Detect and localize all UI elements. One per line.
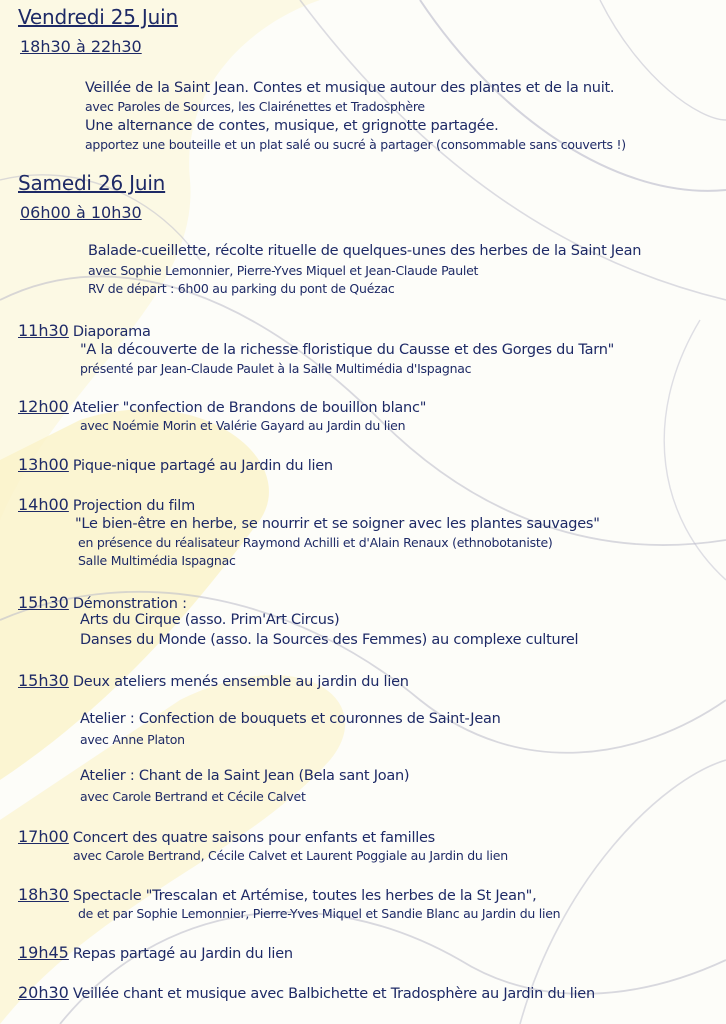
event-detail: avec Carole Bertrand et Cécile Calvet [80,789,306,804]
event-atelier-brandons [18,398,426,417]
event-detail: Atelier : Chant de la Saint Jean (Bela sant Joan) [80,768,410,784]
event-detail: avec Anne Platon [80,732,185,747]
event-title: Démonstration : [72,596,187,612]
saturday-date: Samedi 26 Juin [18,171,166,195]
event-time: 14h00 [18,495,69,514]
event-title: Repas partagé au Jardin du lien [72,946,293,962]
event-detail: Salle Multimédia Ispagnac [78,553,236,568]
event-time: 18h30 [18,885,69,904]
event-title: Atelier "confection de Brandons de bouillon blanc" [72,400,427,416]
event-title: Diaporama [72,324,151,340]
event-concert [18,828,435,847]
event-time: 11h30 [18,321,69,340]
event-spectacle [18,886,536,905]
event-time: 20h30 [18,983,69,1002]
event-diaporama [18,322,151,341]
event-detail: Atelier : Confection de bouquets et couronnes de Saint-Jean [80,711,501,727]
saturday-line-3: RV de départ : 6h00 au parking du pont de Quézac [88,281,395,296]
event-demonstration [18,594,187,613]
event-repas [18,944,293,963]
event-time: 19h45 [18,943,69,962]
event-detail: présenté par Jean-Claude Paulet à la Salle Multimédia d'Ispagnac [80,361,472,376]
event-deux-ateliers [18,672,409,691]
event-title: Deux ateliers menés ensemble au jardin du lien [72,674,409,690]
event-detail: "A la découverte de la richesse floristique du Causse et des Gorges du Tarn" [80,342,615,358]
event-detail: "Le bien-être en herbe, se nourrir et se soigner avec les plantes sauvages" [75,516,600,532]
event-time: 15h30 [18,593,69,612]
event-detail: Danses du Monde (asso. la Sources des Femmes) au complexe culturel [80,632,579,648]
friday-date: Vendredi 25 Juin [18,5,178,29]
event-projection [18,496,195,515]
event-detail: avec Noémie Morin et Valérie Gayard au Jardin du lien [80,418,406,433]
event-title: Concert des quatre saisons pour enfants et familles [72,830,435,846]
friday-line-4: apportez une bouteille et un plat salé ou sucré à partager (consommable sans couverts !) [85,137,626,152]
event-veillee [18,984,595,1003]
friday-line-1: Veillée de la Saint Jean. Contes et musique autour des plantes et de la nuit. [85,80,615,96]
event-time: 13h00 [18,455,69,474]
event-title: Pique-nique partagé au Jardin du lien [72,458,333,474]
event-time: 15h30 [18,671,69,690]
friday-line-2: avec Paroles de Sources, les Clairénettes et Tradosphère [85,99,425,114]
event-time: 17h00 [18,827,69,846]
saturday-line-1: Balade-cueillette, récolte rituelle de quelques-unes des herbes de la Saint Jean [88,243,642,259]
event-detail: en présence du réalisateur Raymond Achilli et d'Alain Renaux (ethnobotaniste) [78,535,553,550]
event-title: Spectacle "Trescalan et Artémise, toutes les herbes de la St Jean", [72,888,537,904]
event-detail: Arts du Cirque (asso. Prim'Art Circus) [80,612,340,628]
event-detail: de et par Sophie Lemonnier, Pierre-Yves Miquel et Sandie Blanc au Jardin du lien [78,906,561,921]
event-title: Projection du film [72,498,195,514]
event-detail: avec Carole Bertrand, Cécile Calvet et Laurent Poggiale au Jardin du lien [73,848,508,863]
event-time: 12h00 [18,397,69,416]
saturday-time: 06h00 à 10h30 [20,203,142,222]
friday-time: 18h30 à 22h30 [20,37,142,56]
event-title: Veillée chant et musique avec Balbichette et Tradosphère au Jardin du lien [72,986,595,1002]
saturday-line-2: avec Sophie Lemonnier, Pierre-Yves Miquel et Jean-Claude Paulet [88,263,479,278]
event-pique-nique [18,456,333,475]
friday-line-3: Une alternance de contes, musique, et grignotte partagée. [85,118,499,134]
